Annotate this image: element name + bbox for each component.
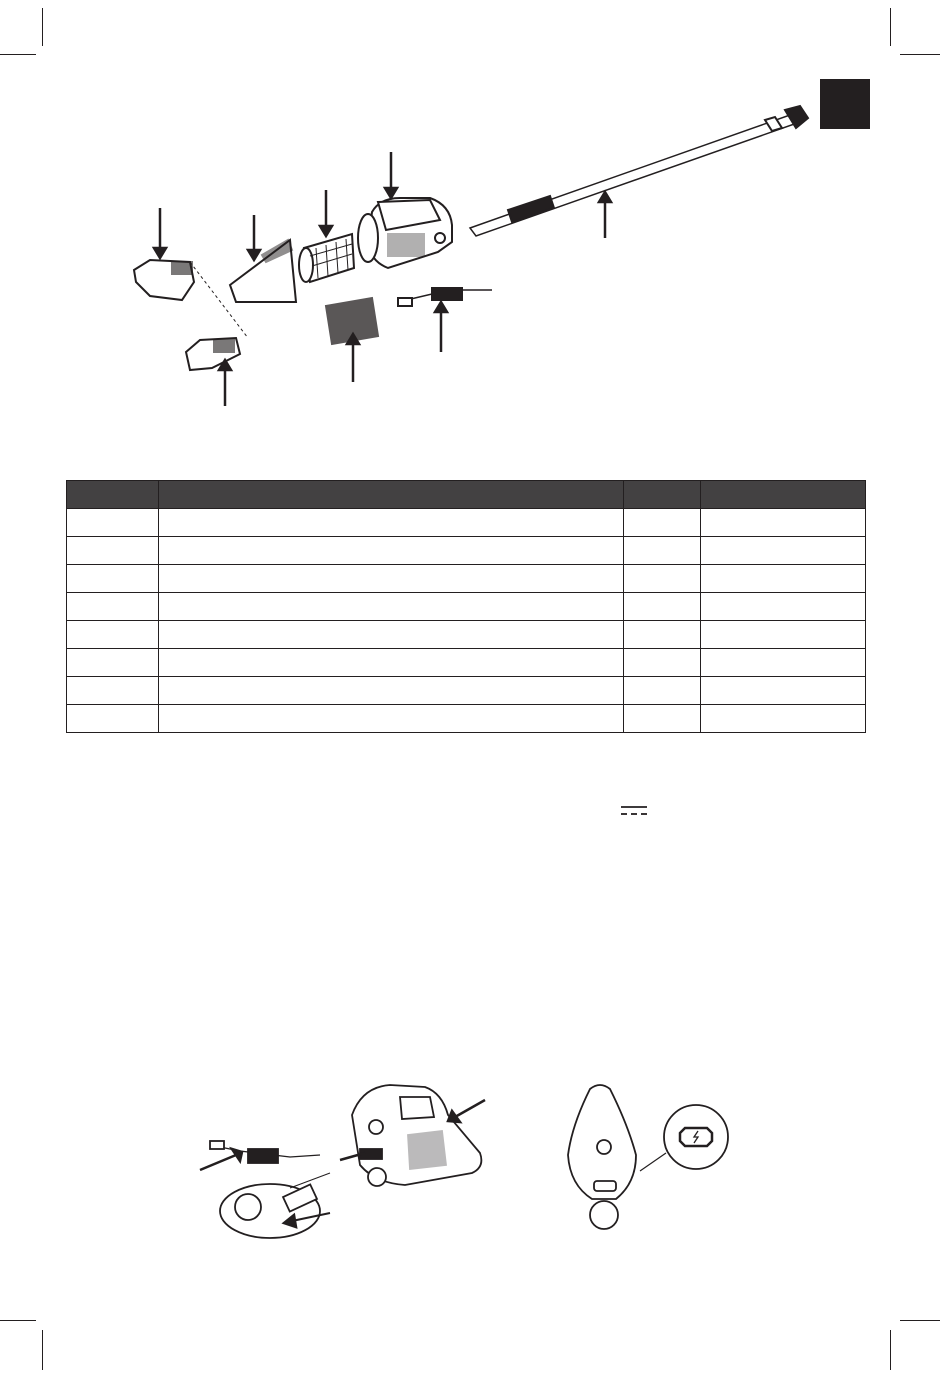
table-row <box>67 649 866 677</box>
cylinder-filter <box>299 234 354 282</box>
crevice-nozzle <box>186 338 240 370</box>
table-cell <box>624 509 701 537</box>
table-cell <box>701 705 866 733</box>
table-cell <box>159 565 624 593</box>
table-cell <box>67 621 159 649</box>
battery-charging-icon <box>680 1128 712 1146</box>
charging-illustration <box>180 1075 780 1250</box>
wide-nozzle <box>134 260 194 300</box>
crop-mark <box>0 1320 36 1321</box>
table-cell <box>624 621 701 649</box>
table-row <box>67 509 866 537</box>
table-cell <box>67 705 159 733</box>
callout-arrows <box>154 152 611 406</box>
table-header-cell <box>624 481 701 509</box>
table-cell <box>67 593 159 621</box>
table-cell <box>701 565 866 593</box>
table-cell <box>67 537 159 565</box>
table-cell <box>159 649 624 677</box>
table-cell <box>67 649 159 677</box>
table-header-cell <box>159 481 624 509</box>
table-cell <box>701 649 866 677</box>
dc-current-icon <box>620 804 648 818</box>
table-cell <box>159 621 624 649</box>
motor-body <box>358 198 452 268</box>
table-cell <box>67 565 159 593</box>
crop-mark <box>900 1320 940 1321</box>
table-header-row <box>67 481 866 509</box>
battery-indicator-view <box>568 1085 728 1229</box>
table-row <box>67 565 866 593</box>
table-row <box>67 677 866 705</box>
table-row <box>67 593 866 621</box>
crop-mark <box>890 1330 891 1370</box>
table-cell <box>701 593 866 621</box>
table-cell <box>159 509 624 537</box>
parts-diagram <box>0 0 950 430</box>
parts-table <box>66 480 866 733</box>
charger-cable <box>398 288 492 306</box>
table-row <box>67 537 866 565</box>
table-cell <box>159 593 624 621</box>
table-cell <box>67 509 159 537</box>
dust-container <box>230 240 296 302</box>
table-cell <box>159 537 624 565</box>
table-cell <box>624 565 701 593</box>
table-cell <box>159 705 624 733</box>
table-row <box>67 621 866 649</box>
charging-plug-view <box>210 1085 481 1238</box>
table-cell <box>701 537 866 565</box>
crop-mark <box>42 1330 43 1370</box>
table-cell <box>624 677 701 705</box>
table-cell <box>701 621 866 649</box>
extension-tube <box>470 106 808 236</box>
table-cell <box>701 509 866 537</box>
table-header-cell <box>701 481 866 509</box>
table-cell <box>701 677 866 705</box>
table-cell <box>624 537 701 565</box>
table-cell <box>624 705 701 733</box>
table-cell <box>624 649 701 677</box>
table-cell <box>159 677 624 705</box>
table-header-cell <box>67 481 159 509</box>
table-cell <box>624 593 701 621</box>
table-row <box>67 705 866 733</box>
table-cell <box>67 677 159 705</box>
